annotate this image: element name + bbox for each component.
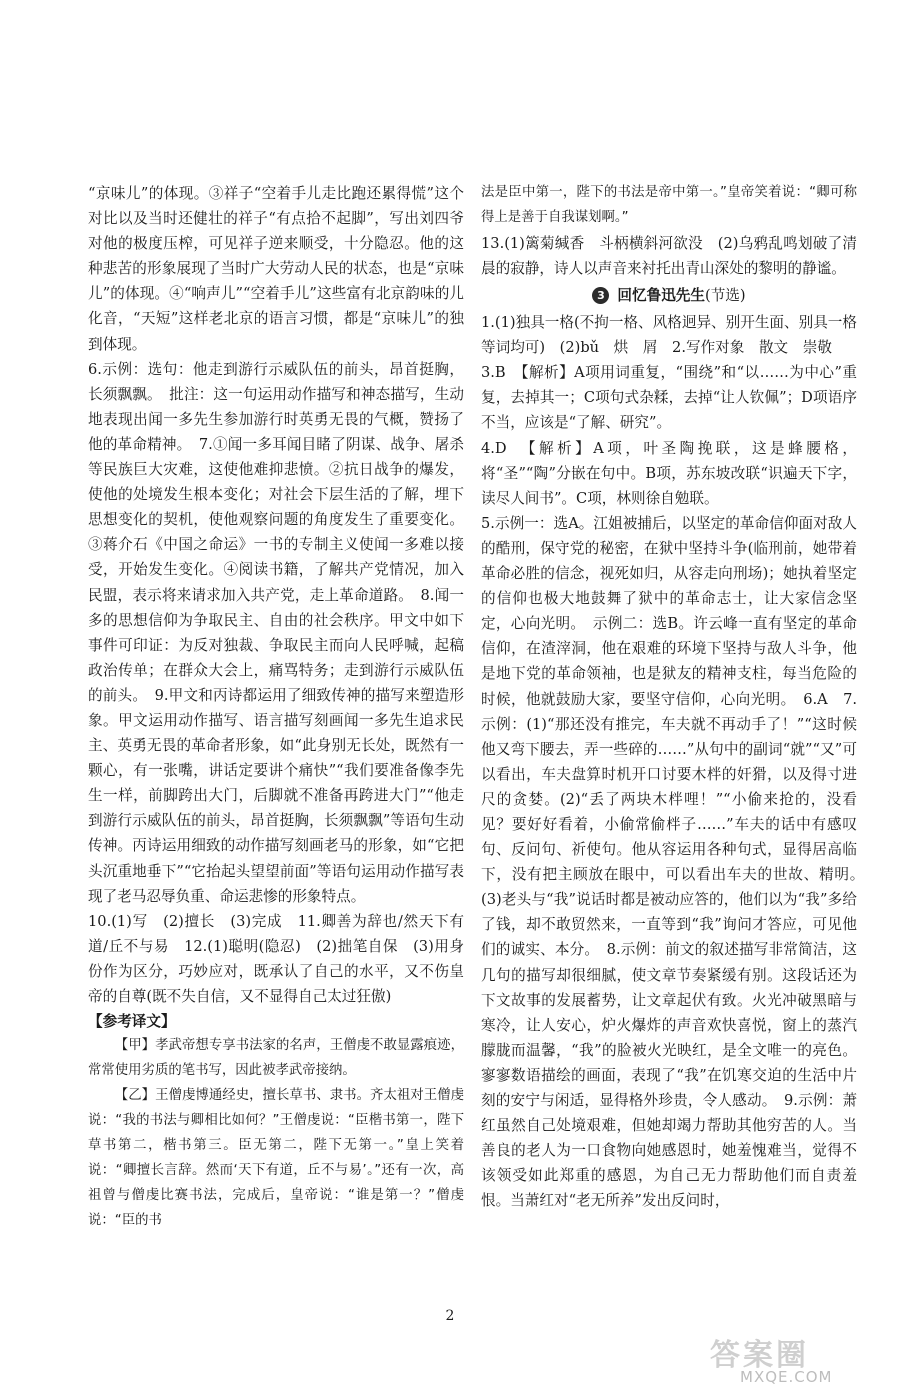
answer-paragraph: 6.示例：选句：他走到游行示威队伍的前头，昂首挺胸，长须飘飘。 批注：这一句运用动作描写和神态描写，生动地表现出闻一多先生参加游行时英勇无畏的气概，赞扬了他的革命精神。 7.①闻一多耳闻目睹了阴谋、战争、屠杀等民族巨大灾难，这使他难抑悲愤。②抗日战争的爆发，使他的处境发生根本变化；对社会下层生活的了解，埋下思想变化的契机，使他观察问题的角度发生了重要变化。③蒋介石《中国之命运》一书的专制主义使闻一多难以接受，开始发生变化。④阅读书籍，了解共产党情况，加入民盟，表示将来请求加入共产党，走上革命道路。 8.闻一多的思想信仰为争取民主、自由的社会秩序。甲文中如下事件可印证：为反对独裁、争取民主而向人民呼喊，起稿政治传单；在群众大会上，痛骂特务；走到游行示威队伍的前头。 9.甲文和丙诗都运用了细致传神的描写来塑造形象。甲文运用动作描写、语言描写刻画闻一多先生追求民主、英勇无畏的革命者形象，如“此身别无长处，既然有一颗心，有一张嘴，讲话定要讲个痛快”“我们要准备像李先生一样，前脚跨出大门，后脚就不准备再跨进大门”“他走到游行示威队伍的前头，昂首挺胸，长须飘飘”等语句生动传神。丙诗运用细致的动作描写刻画老马的形象，如“它把头沉重地垂下”“它抬起头望望前面”等语句运用动作描写表现了老马忍辱负重、命运悲惨的形象特点。 [88, 360, 464, 905]
answer-paragraph: 3.B 【解析】A项用词重复，“围绕”和“以……为中心”重复，去掉其一；C项句式杂糅，去掉“让人钦佩”；D项语序不当，应该是“了解、研究”。 [481, 364, 857, 432]
watermark-logo-text: 答案圈 [710, 1338, 809, 1373]
section-heading [481, 283, 857, 308]
section-title: 回忆鲁迅先生 [617, 287, 705, 304]
watermark-url: MXQE.COM [740, 1368, 833, 1386]
left-column [88, 181, 464, 1233]
section-note: (节选) [705, 287, 746, 304]
translation-paragraph: 【乙】王僧虔博通经史，擅长草书、隶书。齐太祖对王僧虔说：“我的书法与卿相比如何？”王僧虔说：“臣楷书第一，陛下草书第二，楷书第三。臣无第二，陛下无第一。”皇上笑着说：“卿擅长言辞。然而‘天下有道，丘不与易’。”还有一次，高祖曾与僧虔比赛书法，完成后，皇帝说：“谁是第一？”僧虔说：“臣的书 [88, 1088, 464, 1228]
translation-paragraph: 【甲】孝武帝想专享书法家的名声，王僧虔不敢显露痕迹，常常使用劣质的笔书写，因此被孝武帝接纳。 [88, 1038, 464, 1079]
translation-heading: 【参考译文】 [88, 1013, 176, 1031]
answer-paragraph: 10.(1)写 (2)擅长 (3)完成 11.卿善为辞也/然天下有道/丘不与易 12.(1)聪明(隐忍) (2)拙笔自保 (3)用身份作为区分，巧妙应对，既承认了自己的水平，又不伤皇帝的自尊(既不失自信，又不显得自己太过狂傲) [88, 912, 464, 1005]
answer-paragraph: 1.(1)独具一格(不拘一格、风格迥异、别开生面、别具一格等词均可) (2)bǔ 烘 屑 2.写作对象 散文 崇敬 [481, 314, 857, 357]
watermark [710, 1330, 860, 1386]
page-number: 2 [445, 1308, 455, 1324]
section-number-badge: 3 [592, 287, 609, 304]
translation-continuation: 法是臣中第一，陛下的书法是帝中第一。”皇帝笑着说：“卿可称得上是善于自我谋划啊。” [481, 185, 857, 225]
answer-paragraph: 4.D 【解析】A项，叶圣陶挽联，这是蜂腰格，将“圣”“陶”分嵌在句中。B项，苏东坡改联“识遍天下字，读尽人间书”。C项，林则徐自勉联。 [481, 439, 857, 507]
right-column [481, 181, 872, 1213]
answer-paragraph: 13.(1)篱菊缄香 斗柄横斜河欲没 (2)乌鸦乱鸣划破了清晨的寂静，诗人以声音来衬托出青山深处的黎明的静谧。 [481, 234, 857, 277]
answer-paragraph: 5.示例一：选A。江姐被捕后，以坚定的革命信仰面对敌人的酷刑，保守党的秘密，在狱中坚持斗争(临刑前，她带着革命必胜的信念，视死如归，从容走向刑场)；她执着坚定的信仰也极大地鼓舞了狱中的革命志士，让大家信念坚定，心向光明。 示例二：选B。许云峰一直有坚定的革命信仰，在渣滓洞，他在艰难的环境下坚持与敌人斗争，他是地下党的革命领袖，也是狱友的精神支柱，每当危险的时候，他就鼓励大家，要坚守信仰，心向光明。 6.A 7.示例：(1)“那还没有推完，车夫就不再动手了！”“这时候他又弯下腰去，弄一些碎的……”从句中的副词“就”“又”可以看出，车夫盘算时机开口讨要木柈的奸猾，以及得寸进尺的贪婪。(2)“丢了两块木柈哩！”“小偷来抢的，没看见？要好好看着，小偷常偷柈子……”车夫的话中有感叹句、反问句、祈使句。他从容运用各种句式，显得居高临下，没有把主顾放在眼中，可以看出车夫的世故、精明。 (3)老头与“我”说话时都是被动应答的，他们以为“我”多给了钱，却不敢贸然来，一直等到“我”询问才答应，可见他们的诚实、本分。 8.示例：前文的叙述描写非常简洁，这几句的描写却很细腻，使文章节奏紧缓有别。这段话还为下文故事的发展蓄势，让文章起伏有致。火光冲破黑暗与寒冷，让人安心，炉火爆炸的声音欢快喜悦，窗上的蒸汽朦胧而温馨，“我”的脸被火光映红，是全文唯一的亮色。寥寥数语描绘的画面，表现了“我”在饥寒交迫的生活中片刻的安宁与闲适，显得格外珍贵，令人感动。 9.示例：萧红虽然自己处境艰难，但她却竭力帮助其他穷苦的人。当善良的老人为一口食物向她感恩时，她羞愧难当，觉得不该领受如此郑重的感恩，为自己无力帮助他们而自责羞恨。当萧红对“老无所养”发出反问时， [481, 514, 872, 1210]
answer-paragraph: “京味儿”的体现。③祥子“空着手儿走比跑还累得慌”这个对比以及当时还健壮的祥子“有点拾不起脚”，写出刘四爷对他的极度压榨，可见祥子逆来顺受，十分隐忍。他的这种悲苦的形象展现了当时广大劳动人民的状态，也是“京味儿”的体现。④“响声儿”“空着手儿”这些富有北京韵味的儿化音，“天短”这样老北京的语言习惯，都是“京味儿”的独到体现。 [88, 185, 464, 353]
